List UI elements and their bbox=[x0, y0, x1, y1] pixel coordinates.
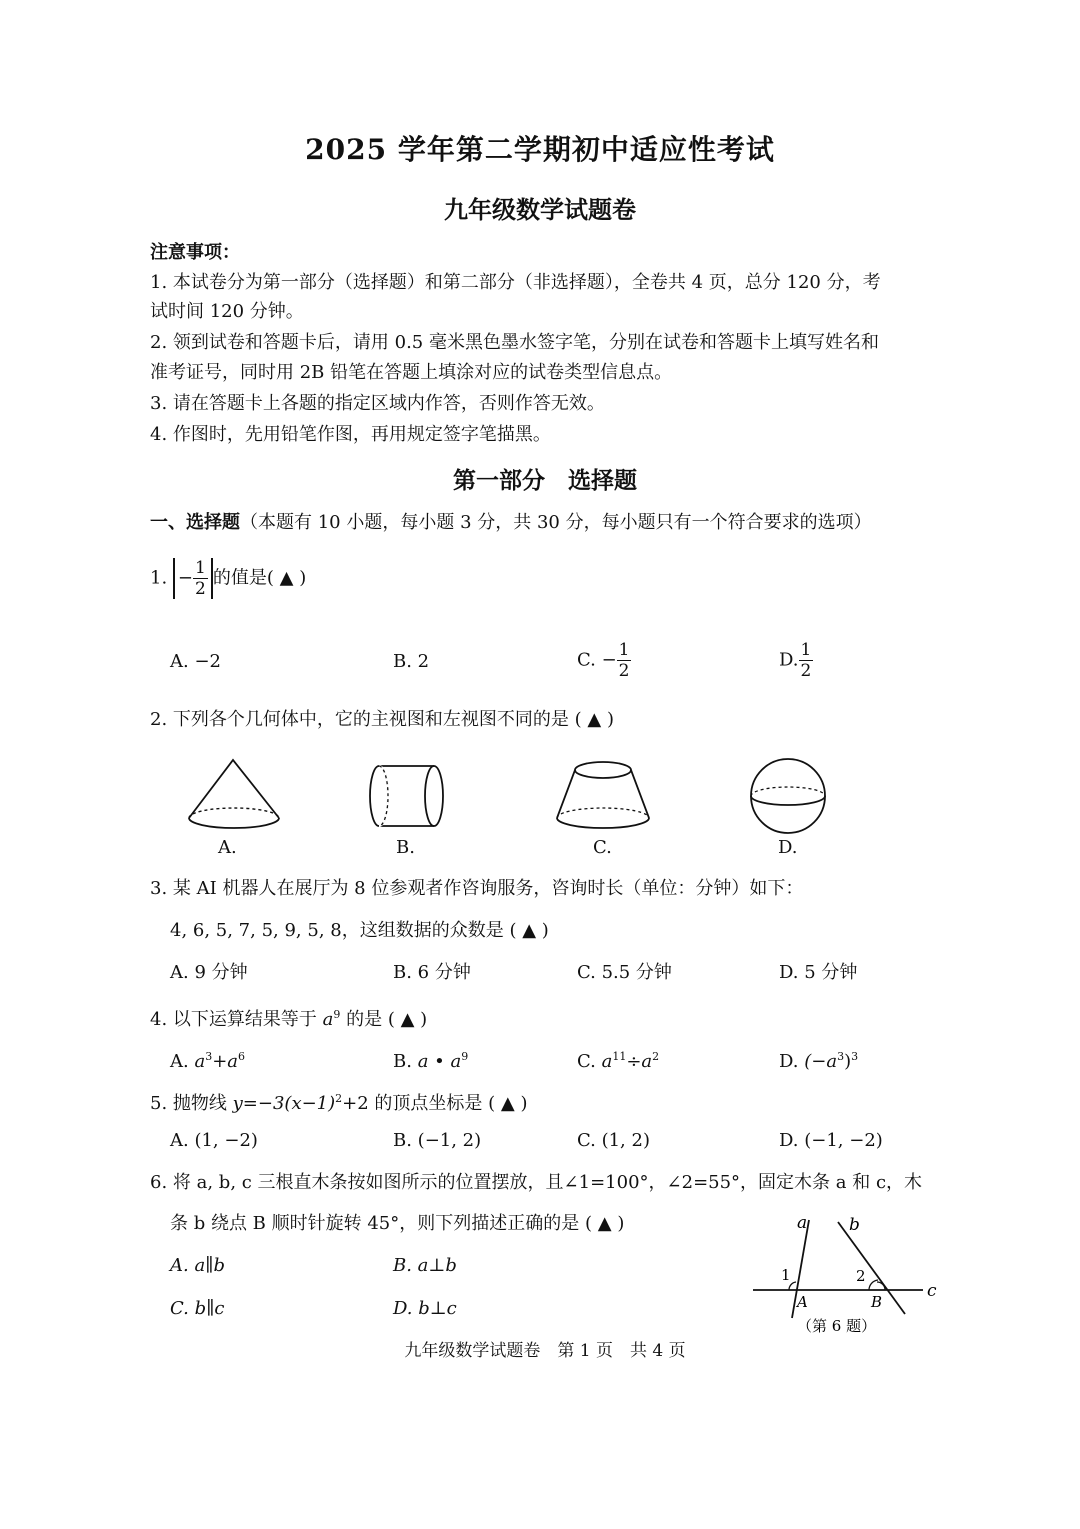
q3-option-b: B. 6 分钟 bbox=[393, 962, 471, 983]
notice-line-1: 1. 本试卷分为第一部分（选择题）和第二部分（非选择题），全卷共 4 页，总分 120 分，考 bbox=[150, 272, 881, 293]
q4-stem-prefix: 4. 以下运算结果等于 bbox=[150, 1009, 317, 1030]
q1-option-c-fraction bbox=[617, 640, 632, 681]
q6-line-1: 6. 将 a, b, c 三根直木条按如图所示的位置摆放，且∠1=100°，∠2=55°，固定木条 a 和 c，木 bbox=[150, 1172, 923, 1193]
q1-minus: − bbox=[177, 567, 194, 589]
answer-marker: ▲ bbox=[597, 1213, 612, 1234]
q3-option-a: A. 9 分钟 bbox=[170, 962, 248, 983]
q4-option-d-label: D. bbox=[779, 1051, 799, 1072]
q4-option-d-expr: (−a bbox=[804, 1051, 838, 1072]
q3-stem: 3. 某 AI 机器人在展厅为 8 位参观者作咨询服务，咨询时长（单位：分钟）如下： bbox=[150, 878, 804, 899]
q1-frac-den: 2 bbox=[195, 579, 206, 599]
q5-stem-tail: +2 的顶点坐标是 ( bbox=[342, 1093, 496, 1114]
q1-option-a: A. −2 bbox=[170, 651, 221, 672]
q6-figure bbox=[745, 1210, 945, 1340]
q1-stem: 的值是( bbox=[212, 567, 274, 589]
section-desc: （本题有 10 小题，每小题 3 分，共 30 分，每小题只有一个符合要求的选项） bbox=[240, 512, 872, 533]
q4-option-c-e2: 2 bbox=[652, 1050, 660, 1063]
q4-option-d-e1: 3 bbox=[837, 1050, 845, 1063]
q1-fraction bbox=[193, 558, 208, 599]
q5-option-b: B. (−1, 2) bbox=[393, 1130, 482, 1151]
label-a: a bbox=[797, 1213, 808, 1233]
notice-line-2: 试时间 120 分钟。 bbox=[150, 301, 304, 322]
q4-option-c bbox=[577, 1042, 659, 1077]
q4-option-a-op: +a bbox=[212, 1051, 239, 1072]
q1-option-c-prefix: C. − bbox=[577, 649, 617, 671]
page-footer: 九年级数学试题卷 第 1 页 共 4 页 bbox=[404, 1341, 686, 1361]
q6-option-d: D. b⊥c bbox=[393, 1298, 457, 1319]
q2-label-a: A. bbox=[218, 837, 237, 858]
section-label: 一、选择题 bbox=[150, 512, 240, 533]
q4-close: ) bbox=[420, 1009, 428, 1030]
label-b: b bbox=[849, 1215, 860, 1235]
q5-exp: 2 bbox=[335, 1092, 343, 1105]
q4-option-b-e2: 9 bbox=[461, 1050, 469, 1063]
q3-data: 4, 6, 5, 7, 5, 9, 5, 8，这组数据的众数是 ( bbox=[170, 920, 517, 941]
answer-marker: ▲ bbox=[587, 709, 602, 730]
notice-line-4: 准考证号，同时用 2B 铅笔在答题上填涂对应的试卷类型信息点。 bbox=[150, 362, 673, 383]
q4-option-d bbox=[779, 1042, 858, 1077]
q1-option-c bbox=[577, 640, 631, 681]
answer-marker: ▲ bbox=[400, 1009, 415, 1030]
q5-option-a: A. (1, −2) bbox=[170, 1130, 258, 1151]
question-1 bbox=[150, 558, 306, 599]
q4-option-b-label: B. bbox=[393, 1051, 412, 1072]
q2-label-c: C. bbox=[593, 837, 612, 858]
q1-option-c-den: 2 bbox=[618, 661, 630, 681]
sphere-figure bbox=[748, 756, 828, 836]
q1-option-d bbox=[779, 640, 813, 681]
q2-label-b: B. bbox=[396, 837, 415, 858]
q4-option-d-e2: 3 bbox=[851, 1050, 859, 1063]
q6-line-2 bbox=[170, 1209, 624, 1239]
q5-stem-prefix: 5. 抛物线 bbox=[150, 1093, 227, 1114]
q1-frac-num: 1 bbox=[195, 558, 206, 578]
q4-option-b bbox=[393, 1042, 468, 1077]
notice-heading: 注意事项： bbox=[150, 242, 240, 263]
q6-option-c: C. b∥c bbox=[170, 1298, 225, 1319]
q5-option-c: C. (1, 2) bbox=[577, 1130, 650, 1151]
q4-stem-suffix: 的是 ( bbox=[346, 1009, 395, 1030]
q2-label-d: D. bbox=[778, 837, 798, 858]
label-2: 2 bbox=[856, 1267, 866, 1285]
label-c: c bbox=[927, 1281, 937, 1301]
q1-number: 1. bbox=[150, 567, 168, 589]
question-4 bbox=[150, 1000, 427, 1035]
answer-marker: ▲ bbox=[522, 920, 537, 941]
q2-stem: 2. 下列各个几何体中，它的主视图和左视图不同的是 ( bbox=[150, 709, 582, 730]
cylinder-figure bbox=[368, 763, 448, 829]
q6-option-a: A. a∥b bbox=[170, 1255, 226, 1276]
q1-option-d-num: 1 bbox=[800, 640, 812, 660]
q4-option-c-e1: 11 bbox=[612, 1050, 627, 1063]
answer-marker: ▲ bbox=[279, 567, 294, 589]
q5-expr: y=−3(x−1) bbox=[232, 1093, 336, 1114]
q1-option-b: B. 2 bbox=[393, 651, 430, 672]
q1-option-d-den: 2 bbox=[800, 661, 812, 681]
q4-option-a-expr: a bbox=[194, 1051, 206, 1072]
q1-close: ) bbox=[299, 567, 307, 589]
q2-close: ) bbox=[606, 709, 614, 730]
q1-option-d-fraction bbox=[799, 640, 814, 681]
exam-subtitle: 九年级数学试题卷 bbox=[444, 195, 636, 224]
q4-var: a bbox=[322, 1009, 334, 1030]
q6-close: ) bbox=[617, 1213, 625, 1234]
figure-caption: （第 6 题） bbox=[797, 1317, 877, 1335]
q6-option-b: B. a⊥b bbox=[393, 1255, 457, 1276]
q5-close: ) bbox=[520, 1093, 528, 1114]
question-2 bbox=[150, 705, 614, 735]
q4-exp: 9 bbox=[333, 1008, 341, 1021]
frustum-figure bbox=[553, 758, 653, 833]
q4-option-a-label: A. bbox=[170, 1051, 189, 1072]
q4-option-c-op: ÷a bbox=[626, 1051, 653, 1072]
q3-option-d: D. 5 分钟 bbox=[779, 962, 858, 983]
q1-option-d-prefix: D. bbox=[779, 649, 799, 671]
q1-option-c-num: 1 bbox=[618, 640, 630, 660]
q5-option-d: D. (−1, −2) bbox=[779, 1130, 883, 1151]
q4-option-d-op: ) bbox=[844, 1051, 852, 1072]
part1-heading: 第一部分 选择题 bbox=[453, 467, 637, 494]
notice-line-6: 4. 作图时，先用铅笔作图，再用规定签字笔描黑。 bbox=[150, 424, 551, 445]
q3-option-c: C. 5.5 分钟 bbox=[577, 962, 672, 983]
q4-option-c-label: C. bbox=[577, 1051, 596, 1072]
q3-data-line bbox=[170, 916, 549, 946]
answer-marker: ▲ bbox=[500, 1093, 515, 1114]
section-line bbox=[150, 508, 872, 538]
point-b-label: B bbox=[871, 1293, 883, 1311]
q6-stem: 条 b 绕点 B 顺时针旋转 45°，则下列描述正确的是 ( bbox=[170, 1213, 593, 1234]
notice-line-3: 2. 领到试卷和答题卡后，请用 0.5 毫米黑色墨水签字笔，分别在试卷和答题卡上填写姓名和 bbox=[150, 332, 879, 353]
q4-option-a bbox=[170, 1042, 245, 1077]
exam-title: 2025 学年第二学期初中适应性考试 bbox=[305, 133, 775, 166]
notice-line-5: 3. 请在答题卡上各题的指定区域内作答，否则作答无效。 bbox=[150, 393, 605, 414]
q4-option-b-expr: a • a bbox=[417, 1051, 462, 1072]
q4-option-c-expr: a bbox=[601, 1051, 613, 1072]
cone-figure bbox=[185, 758, 285, 833]
q1-absolute-value bbox=[173, 558, 213, 599]
q4-option-a-e1: 3 bbox=[205, 1050, 213, 1063]
label-1: 1 bbox=[781, 1266, 791, 1284]
q4-option-a-e2: 6 bbox=[238, 1050, 246, 1063]
q3-close: ) bbox=[541, 920, 549, 941]
point-a-label: A bbox=[797, 1293, 808, 1311]
question-5 bbox=[150, 1084, 528, 1119]
